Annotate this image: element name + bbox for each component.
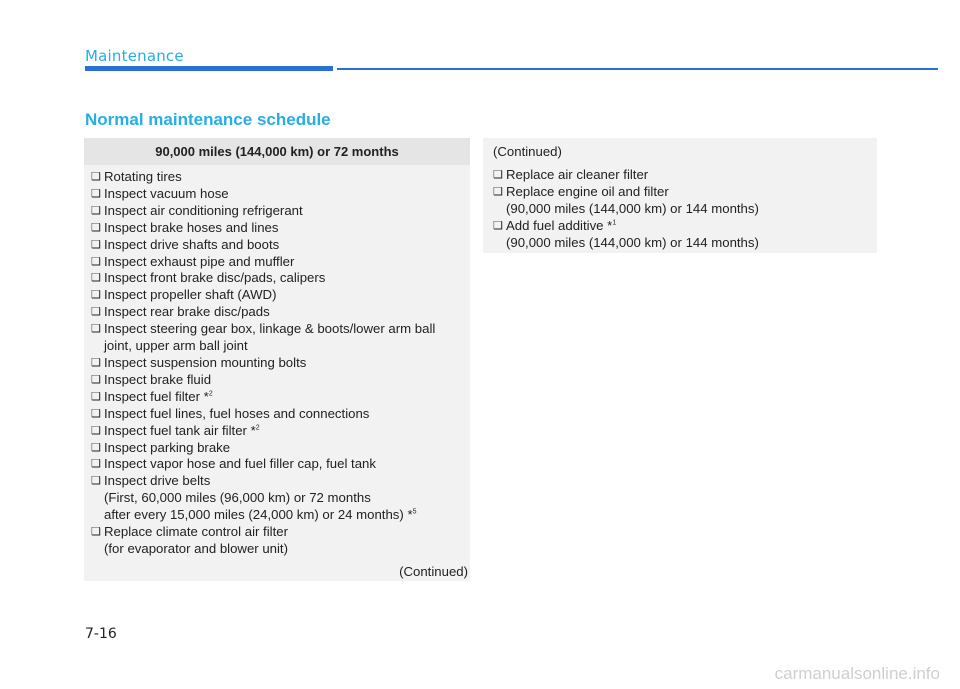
checklist-item-text: Inspect drive shafts and boots — [104, 236, 280, 252]
footnote-marker: 5 — [412, 508, 417, 516]
schedule-list-right — [483, 161, 877, 252]
checklist-item — [493, 218, 867, 235]
header-rule-thin — [337, 68, 938, 70]
checkbox-icon: ❑ — [91, 475, 101, 488]
checkbox-icon: ❑ — [91, 221, 101, 234]
continued-label-right: (Continued) — [493, 144, 562, 159]
checklist-item-continuation: after every 15,000 miles (24,000 km) or 24 months) *$^5$ — [104, 507, 417, 523]
schedule-panel-right — [483, 138, 877, 253]
checklist-item — [91, 423, 463, 440]
checkbox-icon: ❑ — [91, 187, 101, 200]
checkbox-icon: ❑ — [91, 289, 101, 302]
checkbox-icon: ❑ — [91, 255, 101, 268]
checklist-item — [91, 473, 463, 490]
watermark: carmanualsonline.info — [774, 664, 940, 683]
checklist-item — [91, 186, 463, 203]
schedule-panel-left — [84, 138, 470, 581]
schedule-heading: 90,000 miles (144,000 km) or 72 months — [84, 138, 470, 165]
page-number: 7-16 — [85, 626, 117, 642]
checklist-item-text: Inspect suspension mounting bolts — [104, 354, 307, 370]
checklist-item-text: Inspect fuel filter *$^2$ — [104, 388, 213, 404]
checklist-item — [91, 287, 463, 304]
checklist-item-text: Add fuel additive *$^1$ — [506, 217, 617, 233]
checklist-item-continuation: (90,000 miles (144,000 km) or 144 months) — [506, 234, 759, 250]
checklist-item-text: Replace climate control air filter — [104, 524, 288, 540]
checkbox-icon: ❑ — [91, 458, 101, 471]
checklist-item-text: Replace engine oil and filter — [506, 183, 669, 199]
footnote-marker: 2 — [208, 390, 213, 398]
checkbox-icon: ❑ — [91, 407, 101, 420]
checklist-item — [91, 304, 463, 321]
checklist-item-text: Inspect vacuum hose — [104, 185, 229, 201]
checkbox-icon: ❑ — [91, 323, 101, 336]
checklist-item-text: Inspect drive belts — [104, 473, 211, 489]
checklist-item-text: Inspect fuel lines, fuel hoses and connections — [104, 405, 370, 421]
checklist-item — [493, 184, 867, 201]
page-title: Normal maintenance schedule — [85, 110, 331, 129]
checklist-item — [91, 169, 463, 186]
checkbox-icon: ❑ — [91, 238, 101, 251]
checklist-item — [91, 220, 463, 237]
checklist-item — [91, 355, 463, 372]
footnote-marker: 1 — [612, 219, 617, 227]
checklist-item-text: Inspect brake fluid — [104, 371, 212, 387]
checklist-item-text: Replace air cleaner filter — [506, 166, 649, 182]
checklist-item-text: Inspect parking brake — [104, 439, 231, 455]
continued-label-left: (Continued) — [399, 563, 468, 579]
checklist-item — [91, 456, 463, 473]
checklist-item-continuation: (90,000 miles (144,000 km) or 144 months) — [506, 200, 759, 216]
checklist-item — [91, 440, 463, 457]
checklist-item-continuation: (for evaporator and blower unit) — [104, 540, 288, 556]
checklist-item — [91, 321, 463, 338]
header-rule-thick — [85, 66, 333, 71]
checkbox-icon: ❑ — [91, 424, 101, 437]
checklist-item-text: Inspect brake hoses and lines — [104, 219, 279, 235]
checklist-item — [493, 167, 867, 184]
checklist-item — [91, 524, 463, 541]
checklist-item-text: Inspect steering gear box, linkage & boots/lower arm ball — [104, 321, 436, 337]
checklist-item-continuation: (First, 60,000 miles (96,000 km) or 72 months — [104, 490, 371, 506]
checkbox-icon: ❑ — [91, 373, 101, 386]
checkbox-icon: ❑ — [91, 272, 101, 285]
checklist-item — [91, 203, 463, 220]
checklist-item — [91, 270, 463, 287]
checklist-item-text: Inspect fuel tank air filter *$^2$ — [104, 422, 260, 438]
checklist-item-text: Inspect vapor hose and fuel filler cap, fuel tank — [104, 456, 376, 472]
checklist-item — [91, 237, 463, 254]
checklist-item-continuation: joint, upper arm ball joint — [104, 338, 248, 354]
section-header-title: Maintenance — [85, 47, 184, 65]
checklist-item-text: Inspect air conditioning refrigerant — [104, 202, 303, 218]
checklist-item-text: Inspect exhaust pipe and muffler — [104, 253, 295, 269]
checklist-item — [91, 372, 463, 389]
checkbox-icon: ❑ — [91, 356, 101, 369]
checkbox-icon: ❑ — [493, 219, 503, 232]
checkbox-icon: ❑ — [91, 526, 101, 539]
footnote-marker: 2 — [255, 424, 260, 432]
checkbox-icon: ❑ — [493, 185, 503, 198]
checklist-item-text: Inspect front brake disc/pads, calipers — [104, 270, 326, 286]
checkbox-icon: ❑ — [91, 306, 101, 319]
checklist-item — [91, 389, 463, 406]
checklist-item-text: Inspect propeller shaft (AWD) — [104, 287, 277, 303]
checkbox-icon: ❑ — [91, 204, 101, 217]
checkbox-icon: ❑ — [91, 390, 101, 403]
checkbox-icon: ❑ — [493, 168, 503, 181]
checkbox-icon: ❑ — [91, 171, 101, 183]
checklist-item-text: Inspect rear brake disc/pads — [104, 304, 270, 320]
checklist-item-text: Rotating tires — [104, 169, 182, 184]
checklist-item — [91, 254, 463, 271]
schedule-list-left — [84, 165, 470, 558]
checkbox-icon: ❑ — [91, 441, 101, 454]
checklist-item — [91, 406, 463, 423]
